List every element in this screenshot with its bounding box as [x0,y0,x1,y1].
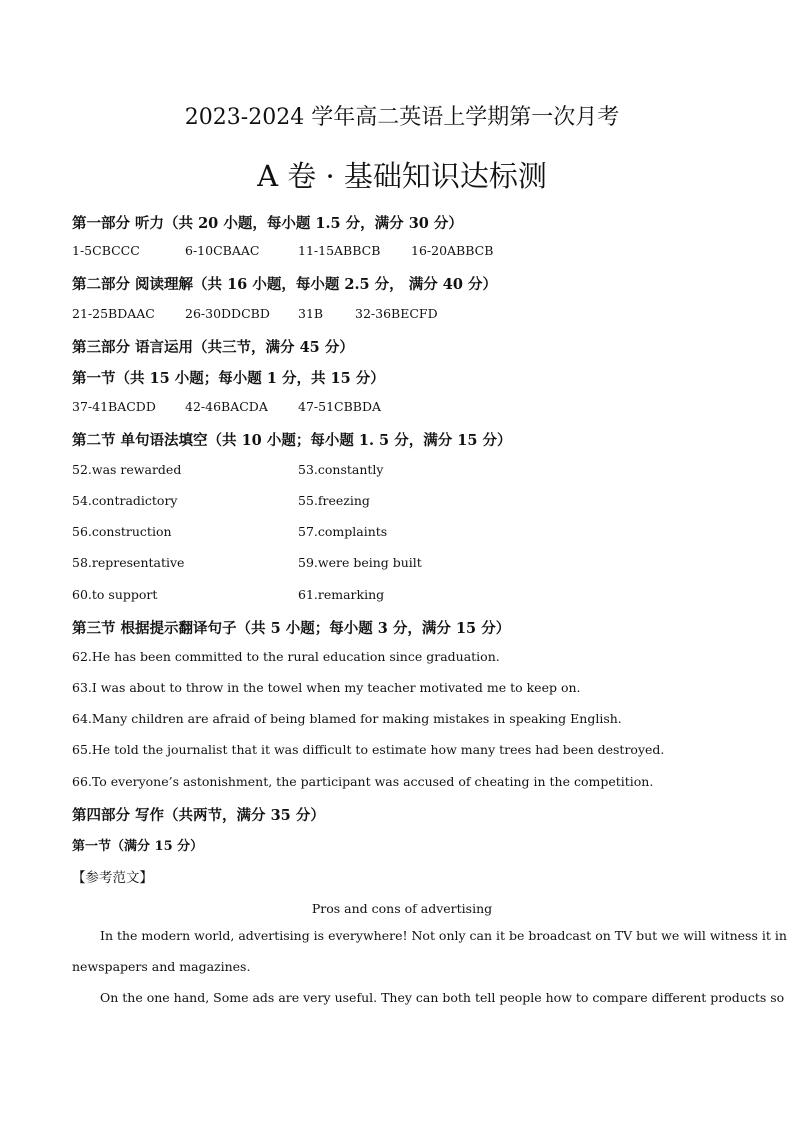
essay-line: In the modern world, advertising is everywhere! Not only can it be broadcast on TV but we will witness it in [100,928,787,943]
grammar-answer: 54.contradictory [72,493,178,508]
grammar-answer: 58.representative [72,555,185,570]
part3-section3-heading: 第三节 根据提示翻译句子（共 5 小题；每小题 3 分，满分 15 分） [72,620,511,637]
grammar-answer: 55.freezing [298,493,370,508]
answer-group: 11-15ABBCB [298,243,381,258]
reference-label: 【参考范文】 [72,870,153,886]
answer-group: 16-20ABBCB [411,243,494,258]
answer-group: 42-46BACDA [185,399,268,414]
grammar-answer: 61.remarking [298,587,385,602]
grammar-answer: 59.were being built [298,555,422,570]
answer-group: 32-36BECFD [355,306,438,321]
essay-line: newspapers and magazines. [72,959,251,974]
answer-group: 21-25BDAAC [72,306,155,321]
grammar-answer: 56.construction [72,524,172,539]
translation-sentence: 65.He told the journalist that it was difficult to estimate how many trees had been destroyed. [72,742,665,757]
translation-sentence: 62.He has been committed to the rural education since graduation. [72,649,500,664]
part2-heading: 第二部分 阅读理解（共 16 小题，每小题 2.5 分， 满分 40 分） [72,276,497,293]
answer-group: 1-5CBCCC [72,243,140,258]
grammar-answer: 52.was rewarded [72,462,182,477]
part4-section1-heading: 第一节（满分 15 分） [72,839,204,854]
part3-heading: 第三部分 语言运用（共三节，满分 45 分） [72,339,354,356]
translation-sentence: 63.I was about to throw in the towel when my teacher motivated me to keep on. [72,680,581,695]
part4-heading: 第四部分 写作（共两节，满分 35 分） [72,807,325,824]
part3-section1-heading: 第一节（共 15 小题；每小题 1 分，共 15 分） [72,370,385,387]
grammar-answer: 53.constantly [298,462,384,477]
grammar-answer: 60.to support [72,587,158,602]
exam-subtitle: A 卷 · 基础知识达标测 [257,159,547,193]
part3-section2-heading: 第二节 单句语法填空（共 10 小题；每小题 1. 5 分，满分 15 分） [72,432,512,449]
translation-sentence: 64.Many children are afraid of being blamed for making mistakes in speaking English. [72,711,622,726]
essay-line: On the one hand, Some ads are very useful. They can both tell people how to compare different products so [100,990,785,1005]
grammar-answer: 57.complaints [298,524,388,539]
answer-group: 37-41BACDD [72,399,156,414]
answer-group: 47-51CBBDA [298,399,382,414]
essay-title: Pros and cons of advertising [311,901,493,916]
answer-group: 31B [298,306,324,321]
part1-heading: 第一部分 听力（共 20 小题，每小题 1.5 分，满分 30 分） [72,215,463,232]
answer-group: 26-30DDCBD [185,306,270,321]
exam-title: 2023-2024 学年高二英语上学期第一次月考 [184,105,620,130]
translation-sentence: 66.To everyone’s astonishment, the participant was accused of cheating in the competition. [72,774,654,789]
answer-group: 6-10CBAAC [185,243,260,258]
